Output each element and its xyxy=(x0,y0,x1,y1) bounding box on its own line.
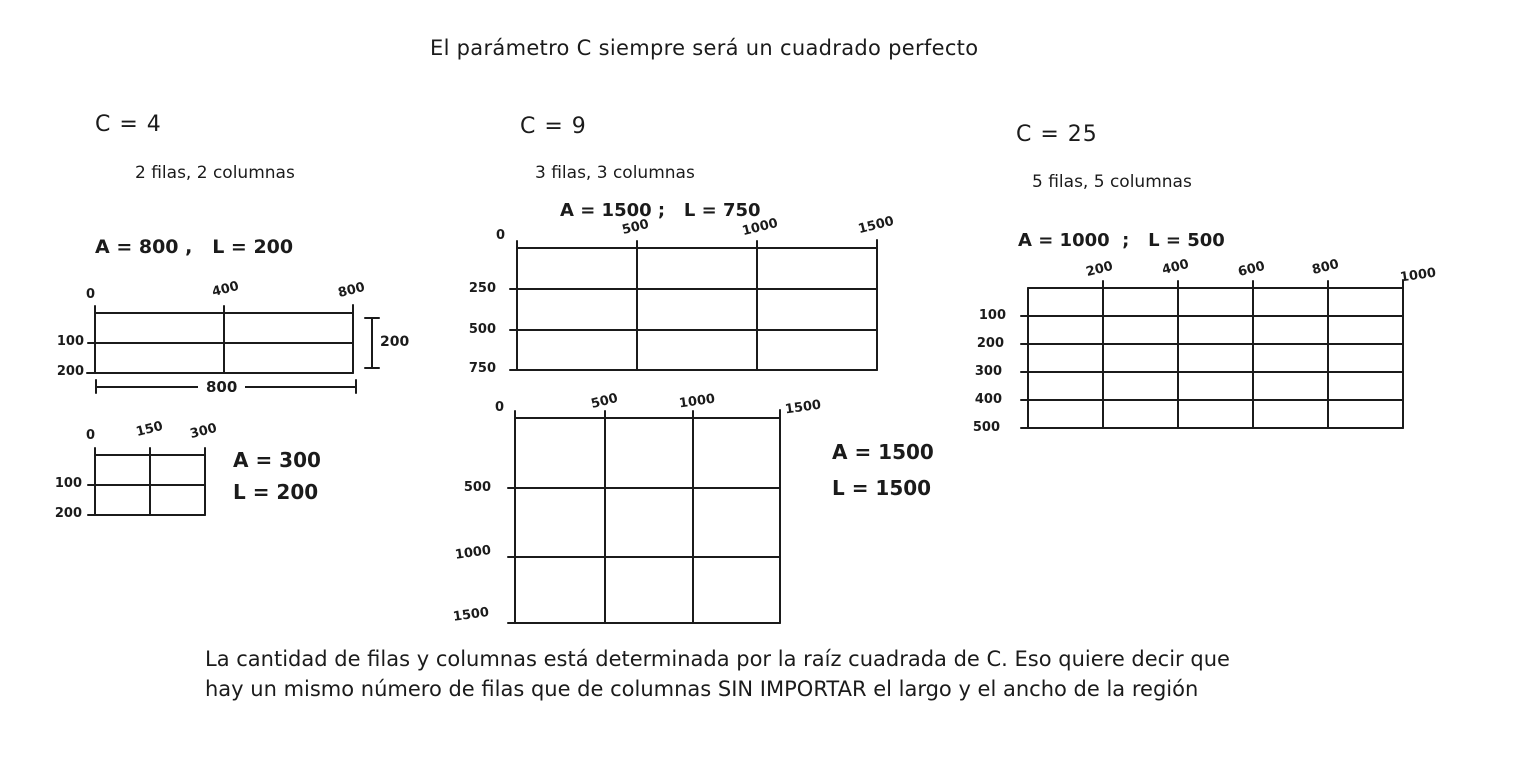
y-tick-label: 100 xyxy=(978,308,1006,323)
y-tick-label: 400 xyxy=(974,392,1002,407)
y-tick-label: 500 xyxy=(463,480,491,495)
grid-c9-top xyxy=(468,213,896,382)
x-tick-label: 500 xyxy=(589,390,620,413)
y-tick-label: 300 xyxy=(974,364,1002,379)
length-label-c9-bottom: L = 1500 xyxy=(832,476,932,500)
y-tick-label: 750 xyxy=(468,361,496,376)
grid-lines xyxy=(80,440,220,532)
x-tick-label: 0 xyxy=(495,400,505,415)
x-tick-label: 1500 xyxy=(784,397,823,418)
rows-cols-label-c4: 2 filas, 2 columnas xyxy=(135,163,295,183)
x-tick-label: 0 xyxy=(86,287,96,302)
y-tick-label: 200 xyxy=(54,506,82,521)
diagram-title: El parámetro C siempre será un cuadrado perfecto xyxy=(430,36,979,60)
height-brace-label: 200 xyxy=(380,334,410,350)
x-tick-label: 150 xyxy=(134,418,165,441)
x-tick-label: 1000 xyxy=(678,391,717,412)
x-tick-label: 1500 xyxy=(856,213,896,238)
y-tick-label: 200 xyxy=(56,364,84,379)
params-label-c25: A = 1000 ; L = 500 xyxy=(1018,230,1225,251)
grid-lines xyxy=(1010,270,1430,440)
y-tick-label: 100 xyxy=(54,476,82,491)
footer-text-line1: La cantidad de filas y columnas está determinada por la raíz cuadrada de C. Eso quiere decir que xyxy=(205,647,1230,671)
y-tick-label: 500 xyxy=(972,420,1000,435)
rows-cols-label-c25: 5 filas, 5 columnas xyxy=(1032,172,1192,192)
x-tick-label: 300 xyxy=(188,420,219,443)
x-tick-label: 400 xyxy=(1160,256,1191,279)
length-label-c4-small: L = 200 xyxy=(233,480,319,504)
x-tick-label: 600 xyxy=(1236,258,1267,281)
x-tick-label: 0 xyxy=(86,428,96,443)
width-brace-label: 800 xyxy=(198,378,245,396)
x-tick-label: 400 xyxy=(210,278,241,301)
grid-c4-main xyxy=(56,278,410,401)
x-tick-label: 1000 xyxy=(740,215,780,240)
c-value-label-c4: C = 4 xyxy=(95,112,162,137)
grid-lines xyxy=(500,232,895,382)
params-label-c9: A = 1500 ; L = 750 xyxy=(560,200,761,221)
area-label-c4-small: A = 300 xyxy=(233,448,321,472)
c-value-label-c9: C = 9 xyxy=(520,114,587,139)
y-tick-label: 1500 xyxy=(452,604,491,625)
c-value-label-c25: C = 25 xyxy=(1016,122,1098,147)
area-label-c9-bottom: A = 1500 xyxy=(832,440,934,464)
grid-c9-bottom xyxy=(452,390,823,640)
y-tick-label: 250 xyxy=(468,281,496,296)
y-tick-label: 500 xyxy=(468,322,496,337)
x-tick-label: 200 xyxy=(1084,258,1115,281)
x-tick-label: 800 xyxy=(1310,256,1341,279)
x-tick-label: 1000 xyxy=(1399,265,1438,286)
rows-cols-label-c9: 3 filas, 3 columnas xyxy=(535,163,695,183)
footer-text-line2: hay un mismo número de filas que de columnas SIN IMPORTAR el largo y el ancho de la región xyxy=(205,677,1199,701)
y-tick-label: 200 xyxy=(976,336,1004,351)
grid-lines xyxy=(495,400,815,640)
x-tick-label: 500 xyxy=(620,216,651,239)
grid-c4-small xyxy=(54,418,220,532)
grid-c25 xyxy=(972,256,1438,440)
params-label-c4: A = 800 , L = 200 xyxy=(95,236,294,258)
x-tick-label: 800 xyxy=(336,279,367,302)
y-tick-label: 100 xyxy=(56,334,84,349)
y-tick-label: 1000 xyxy=(454,542,493,563)
x-tick-label: 0 xyxy=(496,228,506,243)
